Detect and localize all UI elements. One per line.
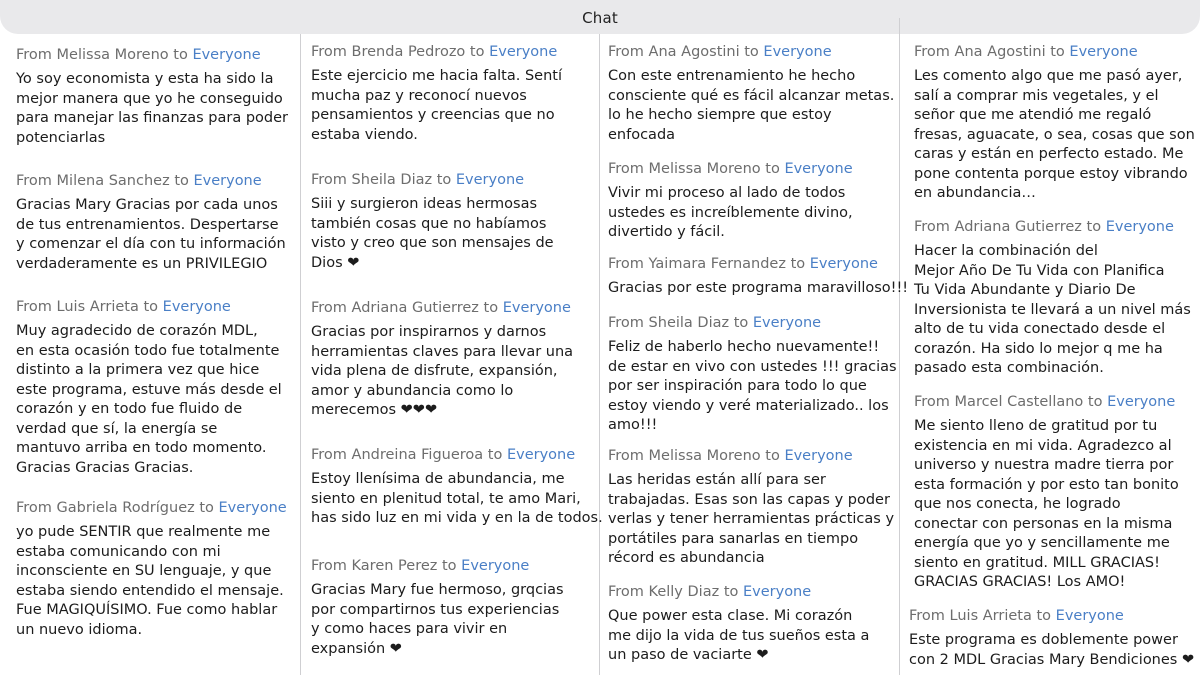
message-text: Me siento lleno de gratitud por tu existencia en mi vida. Agradezco al universo y nuestra madre tierra por esta formación y por esto tan bonito que nos conecta, he logrado conectar con personas en la misma energía que yo y sencillamente me siento en gratitud. MILL GRACIAS! GRACIAS GRACIAS! Los AMO! — [914, 418, 1179, 590]
message-header — [16, 298, 282, 316]
chat-message — [608, 314, 897, 436]
message-header — [914, 218, 1191, 236]
message-header — [608, 255, 908, 273]
sender-name: Andreina Figueroa — [351, 447, 484, 463]
from-label: From — [311, 558, 347, 574]
message-header — [914, 43, 1195, 61]
to-label: to — [1087, 394, 1103, 410]
chat-message — [909, 607, 1194, 670]
sender-name: Yaimara Fernandez — [648, 256, 786, 272]
to-label: to — [1050, 44, 1065, 60]
chat-message — [16, 499, 287, 640]
message-text: Gracias por este programa maravilloso!!! — [608, 280, 909, 296]
recipient-everyone[interactable]: Everyone — [809, 256, 878, 272]
sender-name: Brenda Pedrozo — [351, 44, 466, 60]
from-label: From — [608, 44, 644, 60]
recipient-everyone[interactable]: Everyone — [162, 299, 231, 315]
sender-name: Kelly Diaz — [648, 584, 720, 600]
from-label: From — [914, 394, 950, 410]
message-text: Este programa es doblemente power con 2 MDL Gracias Mary Bendiciones ❤ — [909, 632, 1195, 668]
sender-name: Melissa Moreno — [648, 161, 761, 177]
chat-message — [914, 393, 1179, 593]
message-text: Gracias por inspirarnos y darnos herramientas claves para llevar una vida plena de disfrute, expansión, amor y abundancia como lo merecemos ❤❤❤ — [311, 324, 574, 418]
from-label: From — [311, 447, 347, 463]
recipient-everyone[interactable]: Everyone — [502, 300, 571, 316]
sender-name: Sheila Diaz — [648, 315, 730, 331]
sender-name: Milena Sanchez — [56, 173, 170, 189]
from-label: From — [16, 500, 52, 516]
message-header — [909, 607, 1194, 625]
message-header — [311, 299, 573, 317]
sender-name: Marcel Castellano — [954, 394, 1084, 410]
chat-message — [914, 218, 1191, 379]
recipient-everyone[interactable]: Everyone — [455, 172, 525, 188]
recipient-everyone[interactable]: Everyone — [192, 47, 261, 63]
to-label: to — [441, 558, 457, 574]
message-header — [608, 160, 853, 178]
chat-message — [311, 171, 554, 273]
to-label: to — [723, 584, 739, 600]
chat-header — [0, 0, 1200, 34]
message-header — [608, 583, 869, 601]
recipient-everyone[interactable]: Everyone — [784, 448, 853, 464]
message-text: Feliz de haberlo hecho nuevamente!! de estar en vivo con ustedes !!! gracias por ser inspiración para todo lo que estoy viendo y veré materializado.. los amo!!! — [608, 339, 897, 433]
message-text: Les comento algo que me pasó ayer, salí a comprar mis vegetales, y el señor que me atendió me regaló fresas, aguacate, o sea, cosas que son caras y están en perfecto estado. Me pone contenta porque estoy vibrando en abundancia… — [914, 68, 1195, 201]
sender-name: Ana Agostini — [648, 44, 740, 60]
chat-message — [914, 43, 1195, 204]
message-text: Vivir mi proceso al lado de todos ustedes es increíblemente divino, divertido y fácil. — [608, 185, 853, 240]
message-text: Que power esta clase. Mi corazón me dijo la vida de tus sueños esta a un paso de vaciarte ❤ — [608, 608, 870, 663]
message-header — [311, 557, 564, 575]
message-text: yo pude SENTIR que realmente me estaba comunicando con mi inconsciente en SU lenguaje, y que estaba siendo entendido el mensaje. Fue MAGIQUÍSIMO. Fue como hablar un nuevo idioma. — [16, 524, 284, 638]
sender-name: Gabriela Rodríguez — [56, 500, 195, 516]
recipient-everyone[interactable]: Everyone — [742, 584, 812, 600]
column-divider — [899, 18, 900, 675]
chat-message — [608, 447, 894, 569]
column-divider — [599, 34, 600, 675]
message-header — [608, 43, 894, 61]
sender-name: Ana Agostini — [954, 44, 1046, 60]
column-divider — [300, 34, 301, 675]
sender-name: Melissa Moreno — [648, 448, 761, 464]
sender-name: Luis Arrieta — [949, 608, 1032, 624]
to-label: to — [469, 44, 485, 60]
sender-name: Adriana Gutierrez — [954, 219, 1082, 235]
message-text: Gracias Mary Gracias por cada unos de tus entrenamientos. Despertarse y comenzar el día con tu información verdaderamente es un PRIVILEGIO — [16, 197, 286, 272]
message-header — [608, 447, 894, 465]
recipient-everyone[interactable]: Everyone — [752, 315, 822, 331]
to-label: to — [436, 172, 452, 188]
from-label: From — [608, 448, 644, 464]
recipient-everyone[interactable]: Everyone — [1107, 394, 1176, 410]
from-label: From — [608, 315, 644, 331]
to-label: to — [483, 300, 499, 316]
chat-message — [16, 46, 288, 148]
chat-message — [311, 446, 603, 529]
sender-name: Sheila Diaz — [351, 172, 433, 188]
message-text: Gracias Mary fue hermoso, grqcias por compartirnos tus experiencias y como haces para vivir en expansión ❤ — [311, 582, 564, 657]
recipient-everyone[interactable]: Everyone — [489, 44, 558, 60]
chat-message — [608, 43, 894, 145]
recipient-everyone[interactable]: Everyone — [763, 44, 832, 60]
from-label: From — [16, 47, 52, 63]
to-label: to — [765, 161, 780, 177]
to-label: to — [487, 447, 503, 463]
message-text: Yo soy economista y esta ha sido la mejor manera que yo he conseguido para manejar las finanzas para poder potenciarlas — [16, 71, 288, 146]
message-header — [16, 46, 288, 64]
sender-name: Adriana Gutierrez — [351, 300, 479, 316]
message-header — [311, 43, 562, 61]
recipient-everyone[interactable]: Everyone — [1069, 44, 1138, 60]
to-label: to — [744, 44, 759, 60]
recipient-everyone[interactable]: Everyone — [506, 447, 576, 463]
message-text: Muy agradecido de corazón MDL, en esta ocasión todo fue totalmente distinto a la primera vez que hice este programa, estuve más desde el corazón y en todo fue fluido de verdad que sí, la energía se mantuvo arriba en todo momento. Gracias Gracias Gracias. — [16, 323, 282, 476]
to-label: to — [143, 299, 159, 315]
message-text: Estoy llenísima de abundancia, me siento en plenitud total, te amo Mari, has sido luz en mi vida y en la de todos. — [311, 471, 603, 526]
to-label: to — [765, 448, 780, 464]
recipient-everyone[interactable]: Everyone — [1055, 608, 1124, 624]
to-label: to — [1036, 608, 1052, 624]
sender-name: Luis Arrieta — [56, 299, 139, 315]
message-header — [16, 499, 287, 517]
from-label: From — [608, 584, 644, 600]
message-text: Hacer la combinación del Mejor Año De Tu Vida con Planifica Tu Vida Abundante y Diario De Inversionista te llevará a un nivel más alto de tu vida conectado desde el corazón. Ha sido lo mejor q me ha pasado esta combinación. — [914, 243, 1191, 376]
chat-message — [311, 299, 573, 421]
from-label: From — [16, 173, 52, 189]
from-label: From — [311, 44, 347, 60]
chat-message — [608, 160, 853, 243]
chat-message — [16, 172, 286, 274]
from-label: From — [16, 299, 52, 315]
chat-message — [311, 557, 564, 659]
to-label: to — [790, 256, 806, 272]
recipient-everyone[interactable]: Everyone — [461, 558, 530, 574]
from-label: From — [608, 256, 644, 272]
message-header — [311, 171, 554, 189]
from-label: From — [914, 44, 950, 60]
from-label: From — [311, 172, 347, 188]
recipient-everyone[interactable]: Everyone — [1105, 219, 1174, 235]
to-label: to — [174, 173, 189, 189]
to-label: to — [1086, 219, 1102, 235]
sender-name: Karen Perez — [351, 558, 438, 574]
from-label: From — [311, 300, 347, 316]
sender-name: Melissa Moreno — [56, 47, 169, 63]
chat-message — [16, 298, 282, 478]
recipient-everyone[interactable]: Everyone — [193, 173, 262, 189]
recipient-everyone[interactable]: Everyone — [218, 500, 287, 516]
message-header — [16, 172, 286, 190]
to-label: to — [733, 315, 749, 331]
message-header — [914, 393, 1179, 411]
chat-message — [608, 255, 908, 299]
from-label: From — [909, 608, 945, 624]
message-text: Este ejercicio me hacia falta. Sentí mucha paz y reconocí nuevos pensamientos y creencias que no estaba viendo. — [311, 68, 562, 143]
to-label: to — [173, 47, 188, 63]
from-label: From — [914, 219, 950, 235]
from-label: From — [608, 161, 644, 177]
chat-message — [608, 583, 869, 666]
message-text: Con este entrenamiento he hecho consciente qué es fácil alcanzar metas. lo he hecho siempre que estoy enfocada — [608, 68, 895, 143]
to-label: to — [199, 500, 214, 516]
chat-message — [311, 43, 562, 145]
message-header — [311, 446, 603, 464]
message-header — [608, 314, 897, 332]
message-text: Siii y surgieron ideas hermosas también cosas que no habíamos visto y creo que son mensajes de Dios ❤ — [311, 196, 554, 271]
message-text: Las heridas están allí para ser trabajadas. Esas son las capas y poder verlas y tener herramientas prácticas y portátiles para sanarlas en tiempo récord es abundancia — [608, 472, 895, 566]
chat-title: Chat — [582, 9, 618, 27]
recipient-everyone[interactable]: Everyone — [784, 161, 853, 177]
